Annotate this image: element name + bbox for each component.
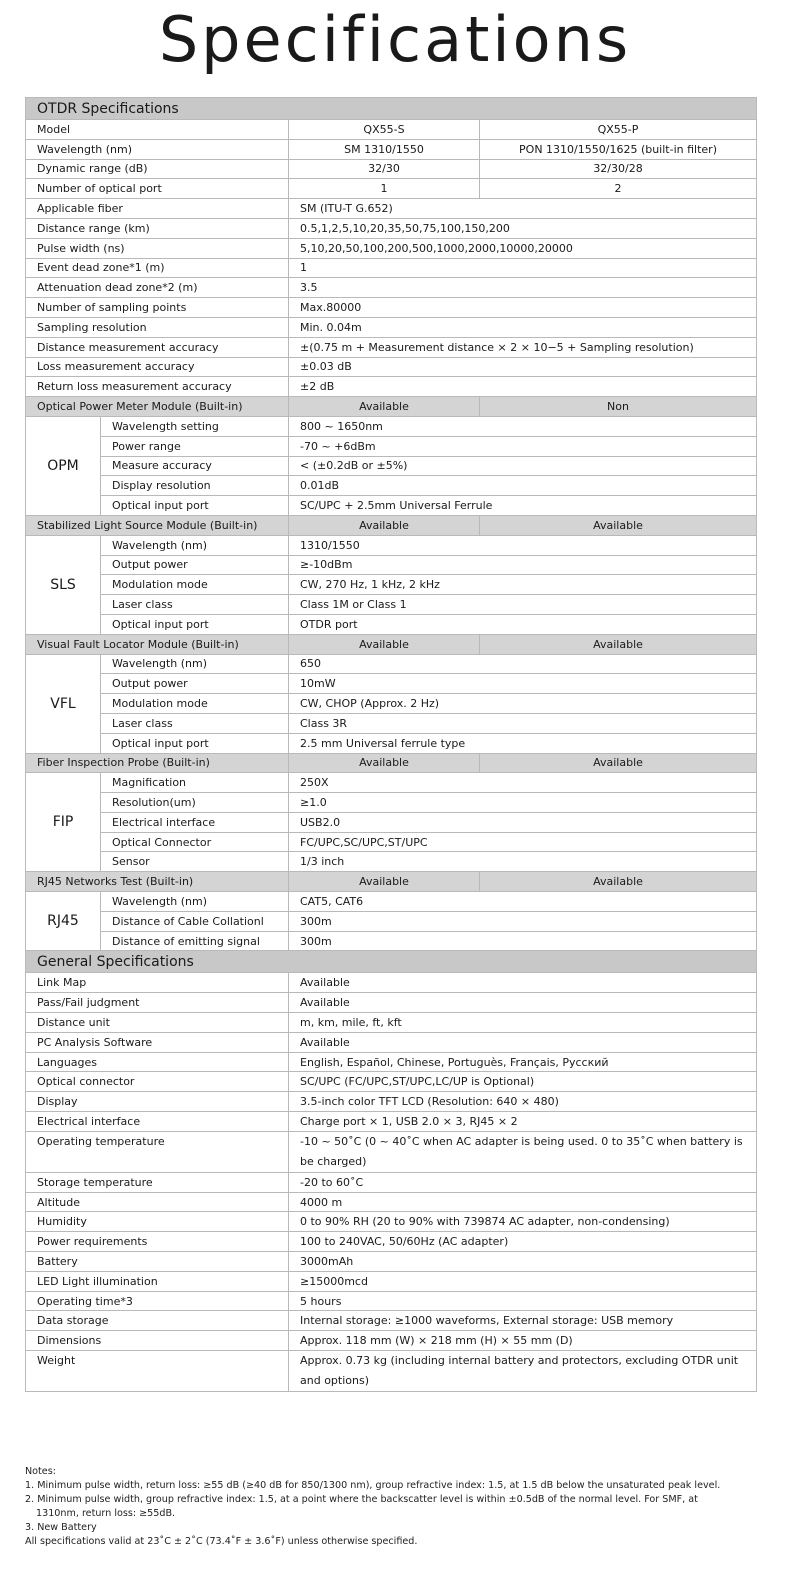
table-row	[26, 258, 757, 278]
spec-label: Model	[26, 120, 289, 140]
spec-label: Display	[26, 1092, 289, 1112]
spec-label: Applicable fiber	[26, 199, 289, 219]
spec-label: Optical input port	[101, 733, 289, 753]
section-header	[26, 98, 757, 120]
spec-value: USB2.0	[289, 812, 757, 832]
table-row	[26, 476, 757, 496]
table-row	[26, 1032, 757, 1052]
spec-value: 0.5,1,2,5,10,20,35,50,75,100,150,200	[289, 218, 757, 238]
note-1: 1. Minimum pulse width, return loss: ≥55 dB (≥40 dB for 850/1300 nm), group refractive index: 1.5, at 1.5 dB below the unsaturated peak level.	[25, 1480, 721, 1491]
spec-label: Magnification	[101, 773, 289, 793]
spec-label: Pass/Fail judgment	[26, 993, 289, 1013]
table-row	[26, 575, 757, 595]
table-row	[26, 911, 757, 931]
table-row	[26, 1052, 757, 1072]
spec-label: Distance of Cable Collationl	[101, 911, 289, 931]
spec-value: 800 ~ 1650nm	[289, 416, 757, 436]
spec-label: Power requirements	[26, 1232, 289, 1252]
spec-value: 300m	[289, 911, 757, 931]
spec-label: Battery	[26, 1252, 289, 1272]
spec-value: 0.01dB	[289, 476, 757, 496]
spec-value: 3.5-inch color TFT LCD (Resolution: 640 × 480)	[289, 1092, 757, 1112]
spec-value: CAT5, CAT6	[289, 892, 757, 912]
qx55-p-availability: Non	[480, 397, 757, 417]
spec-value: -20 to 60˚C	[289, 1172, 757, 1192]
spec-value: Available	[289, 993, 757, 1013]
spec-label: Number of sampling points	[26, 298, 289, 318]
qx55-s-value: 1	[289, 179, 480, 199]
otdr-row-ports	[26, 179, 757, 199]
qx55-s-availability: Available	[289, 753, 480, 773]
sls-group-label: SLS	[26, 535, 101, 634]
qx55-p-value: PON 1310/1550/1625 (built-in filter)	[480, 139, 757, 159]
spec-value: -10 ~ 50˚C (0 ~ 40˚C when AC adapter is being used. 0 to 35˚C when battery is be charged)	[289, 1131, 757, 1172]
spec-value: Class 1M or Class 1	[289, 595, 757, 615]
spec-label: Altitude	[26, 1192, 289, 1212]
rj45-module-header	[26, 872, 757, 892]
table-row	[26, 278, 757, 298]
note-general: All specifications valid at 23˚C ± 2˚C (73.4˚F ± 3.6˚F) unless otherwise specified.	[25, 1536, 418, 1547]
table-row	[26, 238, 757, 258]
spec-label: Distance measurement accuracy	[26, 337, 289, 357]
table-row	[26, 733, 757, 753]
spec-value: SC/UPC (FC/UPC,ST/UPC,LC/UP is Optional)	[289, 1072, 757, 1092]
table-row	[26, 199, 757, 219]
qx55-p-availability: Available	[480, 753, 757, 773]
spec-label: Modulation mode	[101, 694, 289, 714]
table-row	[26, 1311, 757, 1331]
table-row	[26, 694, 757, 714]
qx55-s-value: SM 1310/1550	[289, 139, 480, 159]
spec-label: Storage temperature	[26, 1172, 289, 1192]
spec-label: Sensor	[101, 852, 289, 872]
table-row	[26, 1192, 757, 1212]
spec-value: < (±0.2dB or ±5%)	[289, 456, 757, 476]
otdr-row-model	[26, 120, 757, 140]
opm-module-header	[26, 397, 757, 417]
spec-value: ≥15000mcd	[289, 1271, 757, 1291]
spec-label: Display resolution	[101, 476, 289, 496]
spec-value: ±(0.75 m + Measurement distance × 2 × 10−5 + Sampling resolution)	[289, 337, 757, 357]
table-row	[26, 1092, 757, 1112]
page-title: Specifications	[158, 3, 632, 76]
table-row	[26, 218, 757, 238]
spec-label: Link Map	[26, 973, 289, 993]
opm-group-label: OPM	[26, 416, 101, 515]
spec-label: Languages	[26, 1052, 289, 1072]
vfl-module-header	[26, 634, 757, 654]
spec-value: Available	[289, 973, 757, 993]
table-row	[26, 416, 757, 436]
spec-value: -70 ~ +6dBm	[289, 436, 757, 456]
table-row	[26, 1252, 757, 1272]
general-heading: General Specifications	[26, 951, 757, 973]
spec-value: ≥-10dBm	[289, 555, 757, 575]
spec-label: Dimensions	[26, 1331, 289, 1351]
spec-label: Pulse width (ns)	[26, 238, 289, 258]
spec-value: 100 to 240VAC, 50/60Hz (AC adapter)	[289, 1232, 757, 1252]
spec-label: Modulation mode	[101, 575, 289, 595]
spec-value: 1	[289, 258, 757, 278]
spec-value: ≥1.0	[289, 793, 757, 813]
spec-value: 5,10,20,50,100,200,500,1000,2000,10000,20000	[289, 238, 757, 258]
spec-label: Data storage	[26, 1311, 289, 1331]
spec-value: 5 hours	[289, 1291, 757, 1311]
spec-label: Number of optical port	[26, 179, 289, 199]
spec-value: ±0.03 dB	[289, 357, 757, 377]
table-row	[26, 931, 757, 951]
spec-label: Operating temperature	[26, 1131, 289, 1172]
spec-value: Approx. 118 mm (W) × 218 mm (H) × 55 mm (D)	[289, 1331, 757, 1351]
table-row	[26, 812, 757, 832]
fip-group-label: FIP	[26, 773, 101, 872]
spec-label: Event dead zone*1 (m)	[26, 258, 289, 278]
qx55-p-value: QX55-P	[480, 120, 757, 140]
module-name: RJ45 Networks Test (Built-in)	[26, 872, 289, 892]
spec-label: Resolution(um)	[101, 793, 289, 813]
table-row	[26, 298, 757, 318]
spec-label: Loss measurement accuracy	[26, 357, 289, 377]
table-row	[26, 1331, 757, 1351]
qx55-s-availability: Available	[289, 634, 480, 654]
table-row	[26, 456, 757, 476]
spec-label: Output power	[101, 674, 289, 694]
table-row	[26, 535, 757, 555]
table-row	[26, 852, 757, 872]
table-row	[26, 793, 757, 813]
qx55-s-availability: Available	[289, 872, 480, 892]
note-2: 2. Minimum pulse width, group refractive index: 1.5, at a point where the backscatter level is within ±0.5dB of the normal level. For SMF, at	[25, 1494, 698, 1505]
qx55-s-value: 32/30	[289, 159, 480, 179]
notes	[25, 1465, 765, 1549]
table-row	[26, 1112, 757, 1132]
spec-label: Laser class	[101, 595, 289, 615]
table-row	[26, 337, 757, 357]
qx55-p-value: 2	[480, 179, 757, 199]
spec-value: Charge port × 1, USB 2.0 × 3, RJ45 × 2	[289, 1112, 757, 1132]
spec-label: Weight	[26, 1351, 289, 1392]
table-row	[26, 773, 757, 793]
spec-label: Optical Connector	[101, 832, 289, 852]
qx55-s-value: QX55-S	[289, 120, 480, 140]
spec-value: CW, 270 Hz, 1 kHz, 2 kHz	[289, 575, 757, 595]
spec-value: 10mW	[289, 674, 757, 694]
spec-label: Electrical interface	[26, 1112, 289, 1132]
table-row	[26, 993, 757, 1013]
spec-value: 1310/1550	[289, 535, 757, 555]
qx55-s-availability: Available	[289, 515, 480, 535]
spec-value: 650	[289, 654, 757, 674]
table-row	[26, 674, 757, 694]
module-name: Fiber Inspection Probe (Built-in)	[26, 753, 289, 773]
spec-label: Distance of emitting signal	[101, 931, 289, 951]
spec-label: Operating time*3	[26, 1291, 289, 1311]
table-row	[26, 1351, 757, 1392]
spec-label: Wavelength (nm)	[101, 654, 289, 674]
table-row	[26, 1271, 757, 1291]
spec-label: Power range	[101, 436, 289, 456]
table-row	[26, 973, 757, 993]
table-row	[26, 377, 757, 397]
otdr-heading: OTDR Specifications	[26, 98, 757, 120]
spec-value: ±2 dB	[289, 377, 757, 397]
spec-value: CW, CHOP (Approx. 2 Hz)	[289, 694, 757, 714]
spec-label: Return loss measurement accuracy	[26, 377, 289, 397]
spec-value: m, km, mile, ft, kft	[289, 1013, 757, 1033]
table-row	[26, 1131, 757, 1172]
module-name: Optical Power Meter Module (Built-in)	[26, 397, 289, 417]
note-3: 3. New Battery	[25, 1522, 97, 1533]
table-row	[26, 436, 757, 456]
table-row	[26, 614, 757, 634]
spec-label: Distance unit	[26, 1013, 289, 1033]
table-row	[26, 1291, 757, 1311]
qx55-p-availability: Available	[480, 515, 757, 535]
sls-module-header	[26, 515, 757, 535]
spec-value: 4000 m	[289, 1192, 757, 1212]
table-row	[26, 1232, 757, 1252]
spec-label: LED Light illumination	[26, 1271, 289, 1291]
fip-module-header	[26, 753, 757, 773]
table-row	[26, 555, 757, 575]
qx55-p-availability: Available	[480, 872, 757, 892]
table-row	[26, 713, 757, 733]
spec-label: Wavelength (nm)	[26, 139, 289, 159]
spec-value: Min. 0.04m	[289, 317, 757, 337]
spec-value: FC/UPC,SC/UPC,ST/UPC	[289, 832, 757, 852]
otdr-row-dynamic	[26, 159, 757, 179]
spec-label: Electrical interface	[101, 812, 289, 832]
note-2-cont: 1310nm, return loss: ≥55dB.	[36, 1508, 176, 1519]
spec-label: PC Analysis Software	[26, 1032, 289, 1052]
spec-label: Measure accuracy	[101, 456, 289, 476]
spec-label: Wavelength setting	[101, 416, 289, 436]
table-row	[26, 1212, 757, 1232]
qx55-p-availability: Available	[480, 634, 757, 654]
spec-value: 3000mAh	[289, 1252, 757, 1272]
spec-value: Class 3R	[289, 713, 757, 733]
notes-heading: Notes:	[25, 1466, 56, 1477]
table-row	[26, 832, 757, 852]
module-name: Visual Fault Locator Module (Built-in)	[26, 634, 289, 654]
table-row	[26, 1172, 757, 1192]
spec-label: Laser class	[101, 713, 289, 733]
spec-value: 250X	[289, 773, 757, 793]
vfl-group-label: VFL	[26, 654, 101, 753]
spec-value: Max.80000	[289, 298, 757, 318]
spec-value: 2.5 mm Universal ferrule type	[289, 733, 757, 753]
spec-value: Available	[289, 1032, 757, 1052]
table-row	[26, 1072, 757, 1092]
qx55-s-availability: Available	[289, 397, 480, 417]
spec-label: Dynamic range (dB)	[26, 159, 289, 179]
spec-value: Approx. 0.73 kg (including internal battery and protectors, excluding OTDR unit and options)	[289, 1351, 757, 1392]
spec-value: 3.5	[289, 278, 757, 298]
spec-label: Sampling resolution	[26, 317, 289, 337]
spec-value: English, Español, Chinese, Portuguès, Français, Русский	[289, 1052, 757, 1072]
spec-label: Optical input port	[101, 614, 289, 634]
spec-value: 1/3 inch	[289, 852, 757, 872]
table-row	[26, 1013, 757, 1033]
otdr-row-wavelength	[26, 139, 757, 159]
spec-label: Humidity	[26, 1212, 289, 1232]
table-row	[26, 654, 757, 674]
spec-label: Attenuation dead zone*2 (m)	[26, 278, 289, 298]
spec-label: Optical input port	[101, 496, 289, 516]
table-row	[26, 892, 757, 912]
spec-label: Wavelength (nm)	[101, 892, 289, 912]
table-row	[26, 496, 757, 516]
table-row	[26, 317, 757, 337]
spec-label: Output power	[101, 555, 289, 575]
spec-value: Internal storage: ≥1000 waveforms, External storage: USB memory	[289, 1311, 757, 1331]
qx55-p-value: 32/30/28	[480, 159, 757, 179]
rj45-group-label: RJ45	[26, 892, 101, 951]
spec-label: Distance range (km)	[26, 218, 289, 238]
module-name: Stabilized Light Source Module (Built-in)	[26, 515, 289, 535]
spec-table	[25, 97, 757, 1392]
spec-value: OTDR port	[289, 614, 757, 634]
spec-value: 300m	[289, 931, 757, 951]
table-row	[26, 595, 757, 615]
spec-value: SC/UPC + 2.5mm Universal Ferrule	[289, 496, 757, 516]
section-header	[26, 951, 757, 973]
spec-value: 0 to 90% RH (20 to 90% with 739874 AC adapter, non-condensing)	[289, 1212, 757, 1232]
spec-label: Wavelength (nm)	[101, 535, 289, 555]
spec-label: Optical connector	[26, 1072, 289, 1092]
table-row	[26, 357, 757, 377]
spec-value: SM (ITU-T G.652)	[289, 199, 757, 219]
